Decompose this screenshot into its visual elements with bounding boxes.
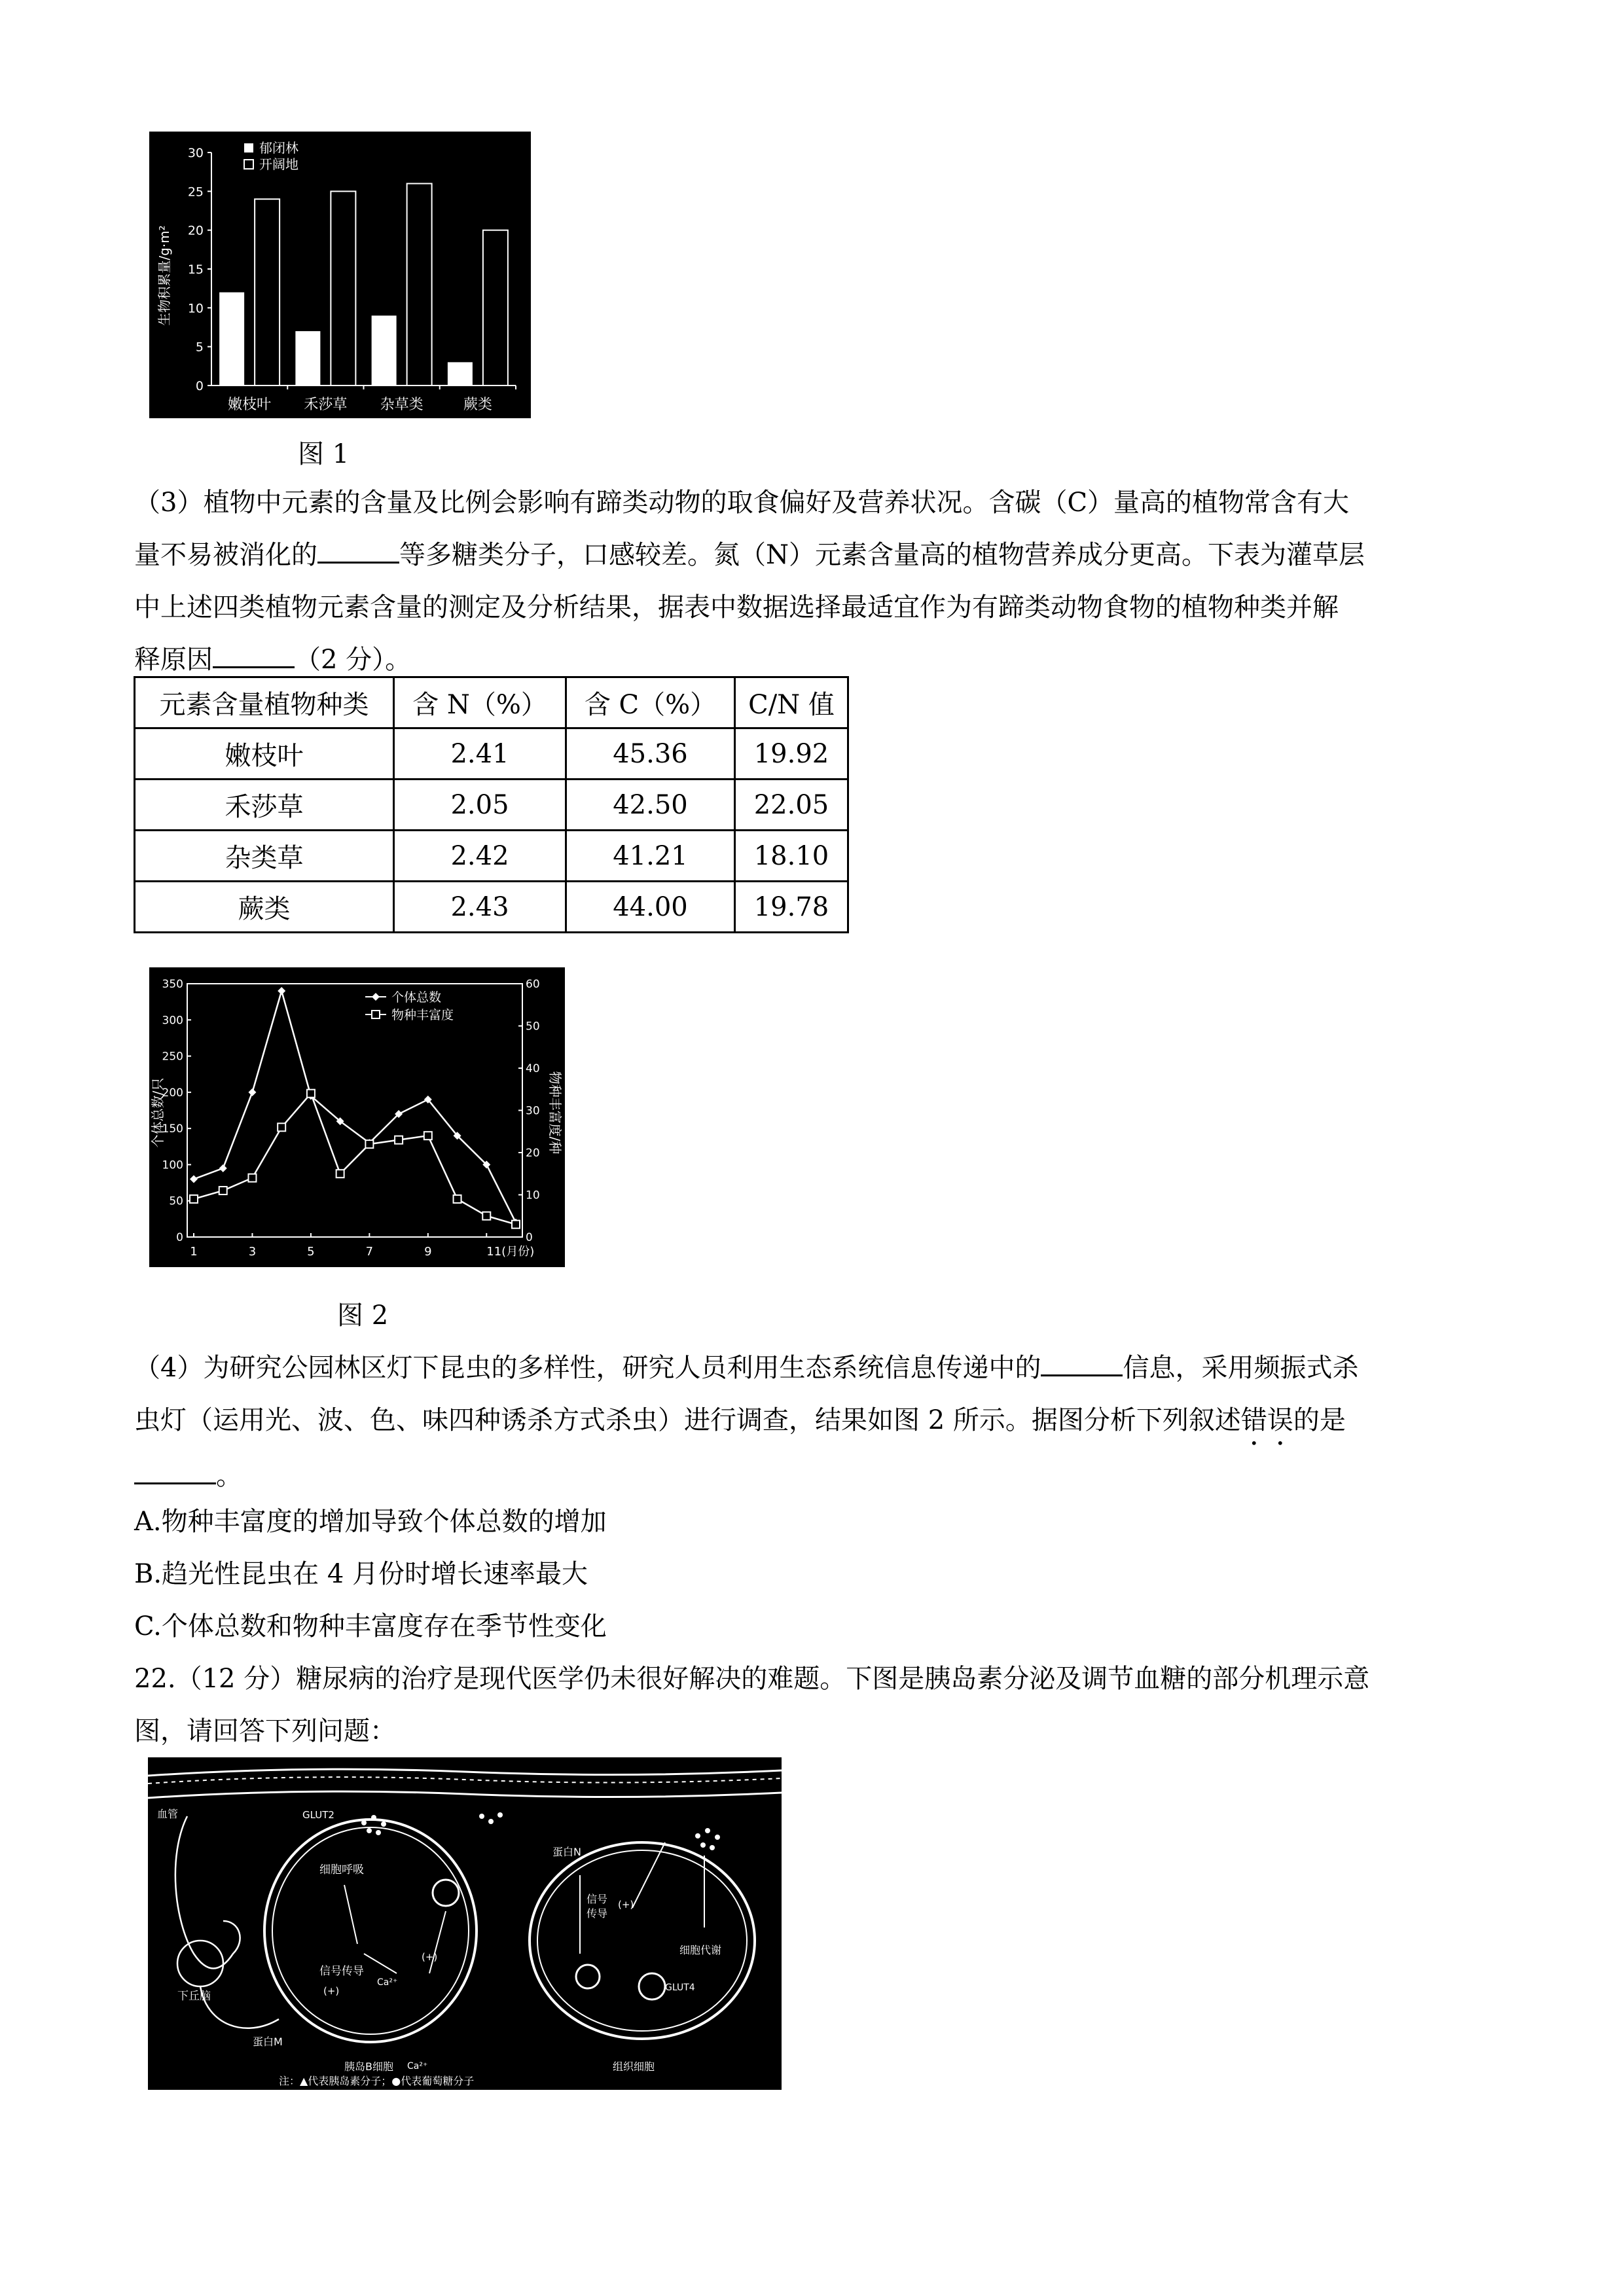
fig2-x-tick-label: 7 <box>365 1245 374 1259</box>
fig1-ylabel: 生物积累量/g·m² <box>156 225 172 326</box>
fig2-point-richness <box>482 1212 490 1220</box>
receptor-vesicle <box>576 1965 600 1988</box>
q3-line3: 中上述四类植物元素含量的测定及分析结果，据表中数据选择最适宜作为有蹄类动物食物的植物种类并解 <box>134 592 1339 622</box>
table-cell: 19.92 <box>735 728 848 780</box>
tissue-cell-inner <box>537 1850 747 2031</box>
legend-label-richness: 物种丰富度 <box>391 1008 454 1022</box>
q4-option-c: C.个体总数和物种丰富度存在季节性变化 <box>134 1611 607 1641</box>
table-cell: 杂类草 <box>135 831 394 882</box>
legend-label-closed: 郁闭林 <box>259 140 298 156</box>
fig2-left-tick-label: 50 <box>169 1194 183 1208</box>
fig2-x-tick-label: 11(月份) <box>486 1245 535 1259</box>
figure1-caption: 图 1 <box>298 439 350 469</box>
table-cell: 2.05 <box>394 780 566 831</box>
fig1-bar-open <box>483 230 508 386</box>
q22-line2: 图，请回答下列问题： <box>134 1716 396 1746</box>
fig2-left-tick-label: 350 <box>162 978 183 991</box>
figure2-line-chart <box>149 967 565 1267</box>
hypothalamus-shape <box>177 1941 223 1986</box>
fig1-bar-closed <box>219 293 244 386</box>
fig1-y-tick-label: 0 <box>195 379 204 393</box>
fig2-point-richness <box>307 1090 315 1098</box>
table-cell: 44.00 <box>566 882 735 933</box>
table-row <box>135 780 848 831</box>
label-signal2-b: 传导 <box>586 1907 608 1920</box>
label-ca-1: Ca²⁺ <box>377 1977 398 1988</box>
fig2-left-tick-label: 250 <box>162 1050 183 1064</box>
fig1-legend <box>244 140 298 172</box>
fig1-category-label: 蕨类 <box>463 397 492 413</box>
fig2-line-richness <box>194 1094 516 1225</box>
table-cell: 禾莎草 <box>135 780 394 831</box>
label-tissue-cell: 组织细胞 <box>613 2060 655 2073</box>
q4-option-a: A.物种丰富度的增加导致个体总数的增加 <box>134 1507 607 1537</box>
fig2-right-tick-label: 60 <box>526 978 540 991</box>
q3-line4-a: 释原因 <box>134 645 213 675</box>
table-header-row <box>135 677 848 728</box>
q4-line2 <box>134 1394 1496 1451</box>
table-row <box>135 728 848 780</box>
fig1-bar-closed <box>295 331 320 386</box>
fig2-ylabel-left: 个体总数/只 <box>150 1077 166 1148</box>
fig1-y-tick-label: 30 <box>187 146 204 160</box>
fig2-left-tick-label: 300 <box>162 1014 183 1028</box>
fig2-point-richness <box>278 1123 285 1131</box>
figure3-note: 注：▲代表胰岛素分子；●代表葡萄糖分子 <box>279 2075 475 2087</box>
fig1-y-tick-label: 25 <box>187 185 204 200</box>
table-cell: 22.05 <box>735 780 848 831</box>
beta-cell-inner <box>272 1827 469 2034</box>
fig2-point-richness <box>512 1221 520 1229</box>
label-signal: 信号传导 <box>319 1965 364 1978</box>
fig2-right-tick-label: 50 <box>526 1020 540 1033</box>
table-cell: 42.50 <box>566 780 735 831</box>
q3-line2-b: 等多糖类分子，口感较差。氮（N）元素含量高的植物营养成分更高。下表为灌草层 <box>399 540 1365 570</box>
label-plus-3: (+) <box>618 1899 634 1910</box>
q4-blank-2[interactable] <box>134 1459 216 1484</box>
fig2-left-tick-label: 100 <box>162 1158 183 1172</box>
fig2-right-tick-label: 20 <box>526 1147 540 1160</box>
label-hypothalamus: 下丘脑 <box>177 1990 211 2003</box>
label-plus-2: (+) <box>422 1951 438 1963</box>
fig2-right-tick-label: 0 <box>526 1231 533 1244</box>
fig2-x-tick-label: 1 <box>190 1245 198 1259</box>
q4-blank-1[interactable] <box>1041 1351 1123 1376</box>
fig2-legend <box>365 990 454 1022</box>
figure3-svg <box>148 1757 782 2090</box>
legend-marker-richness <box>372 1011 380 1018</box>
fig2-point-richness <box>248 1174 256 1182</box>
q4-line3-end: 。 <box>216 1461 242 1491</box>
table-cell: 2.41 <box>394 728 566 780</box>
fig2-right-tick-label: 40 <box>526 1062 540 1075</box>
q4-line1-b: 信息，采用频振式杀 <box>1123 1353 1359 1383</box>
q4-emphasis-wrong: 错误 <box>1240 1405 1293 1435</box>
element-content-table <box>134 676 849 933</box>
legend-label-open: 开阔地 <box>259 156 298 172</box>
label-respiration: 细胞呼吸 <box>319 1863 364 1876</box>
table-cell: 41.21 <box>566 831 735 882</box>
nerve-to-beta-cell <box>200 1986 279 2028</box>
fig2-point-richness <box>365 1140 373 1148</box>
figure2-svg <box>149 967 565 1267</box>
fig1-category-label: 杂草类 <box>380 397 424 413</box>
fig2-point-total <box>278 987 285 995</box>
vessel-wall-top <box>148 1769 782 1776</box>
glut4-vesicle <box>639 1973 665 2000</box>
fig2-point-richness <box>454 1195 461 1203</box>
q3-line2 <box>134 529 1496 581</box>
table-header-cell: 含 N（%） <box>394 677 566 728</box>
table-cell: 2.42 <box>394 831 566 882</box>
figure3-insulin-diagram <box>148 1757 782 2090</box>
vessel-flow-line <box>148 1777 782 1784</box>
table-row <box>135 882 848 933</box>
q3-blank-2[interactable] <box>213 643 295 668</box>
figure2-caption: 图 2 <box>337 1300 389 1331</box>
vessel-wall-inner <box>148 1791 782 1798</box>
legend-swatch-open <box>244 160 253 169</box>
fig2-point-richness <box>190 1195 198 1203</box>
q3-line4-b: （2 分）。 <box>295 645 412 675</box>
fig2-line-total <box>194 991 516 1223</box>
fig1-bar-closed <box>372 315 397 386</box>
fig2-point-richness <box>336 1170 344 1177</box>
fig1-category-label: 禾莎草 <box>304 397 348 413</box>
label-glut4: GLUT4 <box>665 1982 695 1993</box>
fig2-ylabel-right: 物种丰富度/种 <box>547 1071 563 1155</box>
fig2-left-tick-label: 200 <box>162 1086 183 1100</box>
fig1-y-tick-label: 15 <box>187 262 204 277</box>
figure1-bar-chart <box>149 132 531 418</box>
table-header-cell: 含 C（%） <box>566 677 735 728</box>
table-cell: 2.43 <box>394 882 566 933</box>
q4-option-b: B.趋光性昆虫在 4 月份时增长速率最大 <box>134 1559 588 1589</box>
label-metabolism: 细胞代谢 <box>679 1944 722 1956</box>
figure1-svg <box>149 132 531 418</box>
fig2-left-tick-label: 0 <box>176 1231 183 1244</box>
fig1-y-tick-label: 20 <box>187 223 204 238</box>
label-plus-1: (+) <box>323 1985 340 1997</box>
label-glut2: GLUT2 <box>302 1809 334 1821</box>
table-cell: 18.10 <box>735 831 848 882</box>
table-row <box>135 831 848 882</box>
fig2-point-total <box>190 1175 198 1183</box>
table-header-cell: 元素含量植物种类 <box>135 677 394 728</box>
label-signal2-a: 信号 <box>586 1893 608 1905</box>
fig2-right-tick-label: 10 <box>526 1189 540 1202</box>
q3-blank-1[interactable] <box>317 538 399 564</box>
legend-swatch-closed <box>244 143 253 152</box>
beta-cell-outer <box>264 1820 477 2042</box>
fig1-bar-closed <box>448 362 473 386</box>
fig2-point-richness <box>395 1136 403 1144</box>
table-cell: 嫩枝叶 <box>135 728 394 780</box>
table-cell: 45.36 <box>566 728 735 780</box>
fig2-point-total <box>248 1088 256 1096</box>
label-vessel: 血管 <box>157 1808 179 1820</box>
insulin-vesicle <box>433 1880 459 1906</box>
fig1-y-tick-label: 10 <box>187 301 204 316</box>
fig1-bar-open <box>331 191 355 386</box>
q4-line3 <box>134 1450 1496 1502</box>
fig1-y-tick-label: 5 <box>195 340 204 355</box>
label-beta-cell: 胰岛B细胞 <box>344 2060 393 2073</box>
table-cell: 19.78 <box>735 882 848 933</box>
fig2-point-total <box>219 1164 227 1172</box>
q4-line2-c: 的是 <box>1293 1405 1346 1435</box>
q3-line1: （3）植物中元素的含量及比例会影响有蹄类动物的取食偏好及营养状况。含碳（C）量高的植物常含有大 <box>134 488 1350 518</box>
table-cell: 蕨类 <box>135 882 394 933</box>
fig1-bar-open <box>407 183 432 386</box>
q4-line2-a: 虫灯（运用光、波、色、味四种诱杀方式杀虫）进行调查，结果如图 2 所示。据图分析下列叙述 <box>134 1405 1241 1435</box>
q4-line1-a: （4）为研究公园林区灯下昆虫的多样性，研究人员利用生态系统信息传递中的 <box>134 1353 1041 1383</box>
fig2-x-tick-label: 5 <box>307 1245 315 1259</box>
legend-marker-total <box>372 993 380 1001</box>
q4-line1 <box>134 1342 1496 1394</box>
label-protein-m: 蛋白M <box>253 2036 283 2048</box>
fig2-left-tick-label: 150 <box>162 1122 183 1136</box>
label-protein-n: 蛋白N <box>552 1846 581 1858</box>
fig2-point-richness <box>219 1187 227 1194</box>
fig2-x-tick-label: 3 <box>248 1245 257 1259</box>
fig1-category-label: 嫩枝叶 <box>228 397 272 413</box>
fig2-point-richness <box>424 1132 432 1139</box>
label-ca-2: Ca²⁺ <box>407 2061 428 2072</box>
table-header-cell: C/N 值 <box>735 677 848 728</box>
legend-label-total: 个体总数 <box>391 990 442 1005</box>
fig2-x-tick-label: 9 <box>424 1245 432 1259</box>
fig2-right-tick-label: 30 <box>526 1104 540 1118</box>
q22-line1: 22.（12 分）糖尿病的治疗是现代医学仍未很好解决的难题。下图是胰岛素分泌及调节血糖的部分机理示意 <box>134 1664 1370 1694</box>
tissue-cell-outer <box>530 1842 755 2039</box>
fig1-bar-open <box>255 199 280 386</box>
fig2-plot-frame <box>187 984 522 1237</box>
q3-line2-a: 量不易被消化的 <box>134 540 317 570</box>
